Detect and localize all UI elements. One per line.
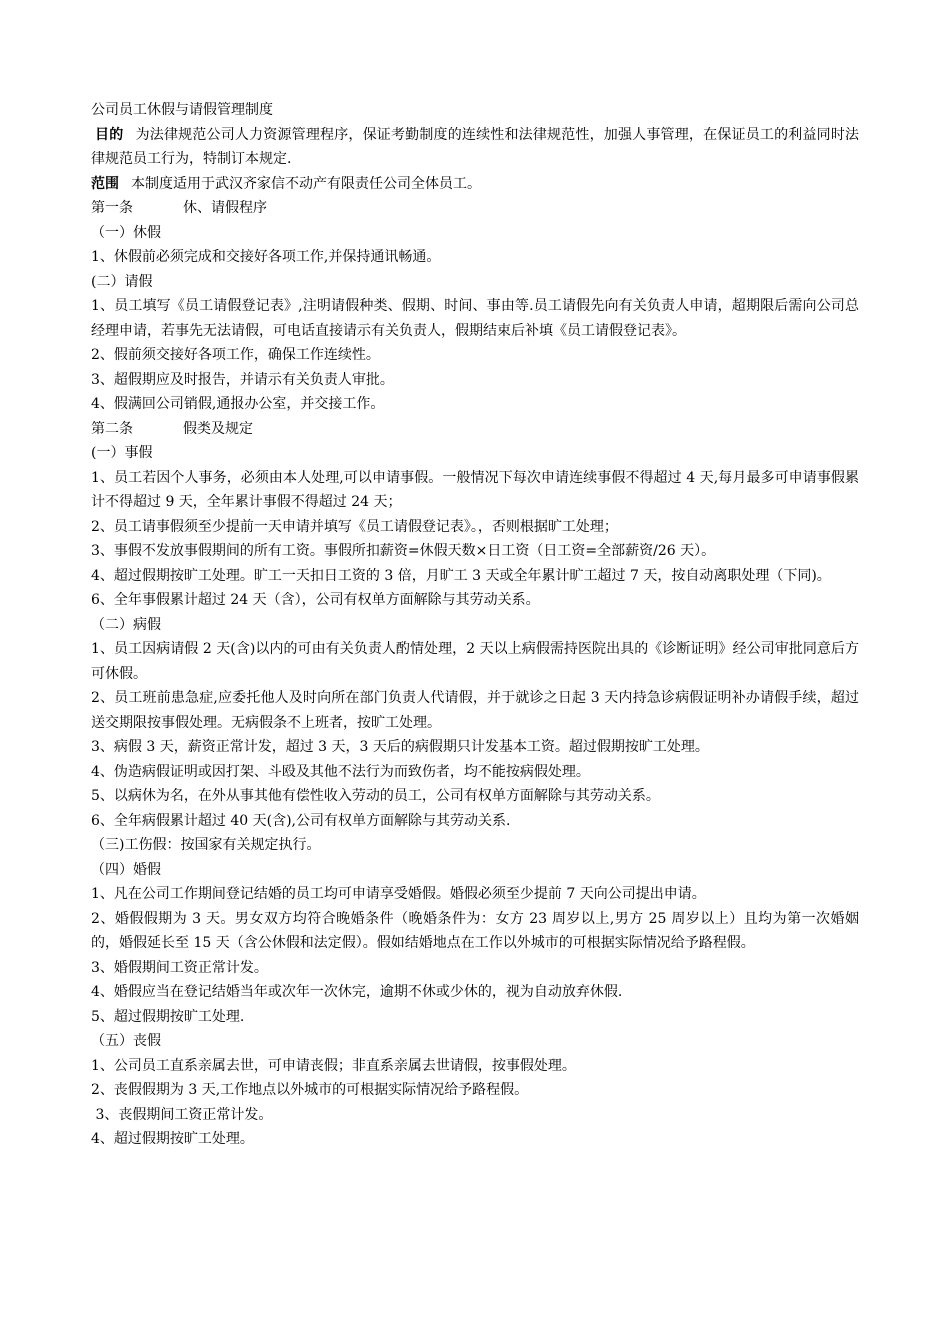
list-item: 3、婚假期间工资正常计发。 <box>91 959 268 976</box>
section-heading: (一）事假 <box>91 445 153 461</box>
article-1-heading <box>91 196 859 221</box>
document-page <box>91 98 859 1152</box>
article-2-label: 第二条 <box>91 420 133 437</box>
article-2-title: 假类及规定 <box>183 420 253 437</box>
section-heading: （三)工伤假：按国家有关规定执行。 <box>91 837 321 853</box>
section-heading: （五）丧假 <box>91 1033 161 1049</box>
section-heading: (二）请假 <box>91 273 153 290</box>
list-item: 3、病假 3 天，薪资正常计发，超过 3 天，3 天后的病假期只计发基本工资。超过假期按旷工处理。 <box>91 739 709 755</box>
list-item: 1、员工若因个人事务，必须由本人处理,可以申请事假。一般情况下每次申请连续事假不得超过 4 天,每月最多可申请事假累计不得超过 9 天，全年累计事假不得超过 24 天； <box>91 469 859 510</box>
list-item: 2、员工班前患急症,应委托他人及时向所在部门负责人代请假，并于就诊之日起 3 天内持急诊病假证明补办请假手续，超过送交期限按事假处理。无病假条不上班者，按旷工处理。 <box>91 690 859 731</box>
list-item: 4、超过假期按旷工处理。 <box>91 1131 254 1147</box>
article-2-heading <box>91 417 859 442</box>
scope-paragraph <box>91 172 859 197</box>
list-item: 4、伪造病假证明或因打架、斗殴及其他不法行为而致伤者，均不能按病假处理。 <box>91 763 590 780</box>
list-item: 1、员工因病请假 2 天(含)以内的可由有关负责人酌情处理，2 天以上病假需持医院出具的《诊断证明》经公司审批同意后方可休假。 <box>91 641 859 682</box>
list-item: 2、员工请事假须至少提前一天申请并填写《员工请假登记表》。，否则根据旷工处理； <box>91 518 618 535</box>
list-item: 2、丧假假期为 3 天,工作地点以外城市的可根据实际情况给予路程假。 <box>91 1082 529 1098</box>
list-item: 5、超过假期按旷工处理. <box>91 1008 245 1025</box>
purpose-label: 目的 <box>95 126 124 143</box>
article-1-label: 第一条 <box>91 200 133 216</box>
list-item: 6、全年事假累计超过 24 天（含），公司有权单方面解除与其劳动关系。 <box>91 592 540 608</box>
list-item: 2、婚假假期为 3 天。男女双方均符合晚婚条件（晚婚条件为：女方 23 周岁以上,男方 25 周岁以上）且均为第一次婚姻的，婚假延长至 15 天（含公休假和法定假）。假如结婚地点在工作以外城市的可根据实际情况给予路程假。 <box>91 910 859 951</box>
list-item: 4、超过假期按旷工处理。旷工一天扣日工资的 3 倍，月旷工 3 天或全年累计旷工超过 7 天，按自动离职处理（下同)。 <box>91 567 831 584</box>
purpose-paragraph <box>91 123 859 172</box>
scope-text: 本制度适用于武汉齐家信不动产有限责任公司全体员工。 <box>131 175 481 192</box>
list-item: 4、婚假应当在登记结婚当年或次年一次休完，逾期不休或少休的，视为自动放弃休假. <box>91 984 623 1000</box>
list-item: 3、事假不发放事假期间的所有工资。事假所扣薪资=休假天数×日工资（日工资=全部薪资/26 天）。 <box>91 543 716 559</box>
list-item: 3、丧假期间工资正常计发。 <box>91 1106 273 1123</box>
document-title: 公司员工休假与请假管理制度 <box>91 102 273 118</box>
purpose-text: 为法律规范公司人力资源管理程序，保证考勤制度的连续性和法律规范性，加强人事管理，在保证员工的利益同时法律规范员工行为，特制订本规定. <box>91 126 860 167</box>
list-item: 1、员工填写《员工请假登记表》,注明请假种类、假期、时间、事由等.员工请假先向有关负责人申请，超期限后需向公司总经理申请，若事先无法请假，可电话直接请示有关负责人，假期结束后补填《员工请假登记表》。 <box>91 298 859 339</box>
list-item: 1、公司员工直系亲属去世，可申请丧假；非直系亲属去世请假，按事假处理。 <box>91 1057 576 1074</box>
scope-label: 范围 <box>91 175 119 192</box>
list-item: 6、全年病假累计超过 40 天(含),公司有权单方面解除与其劳动关系. <box>91 812 511 829</box>
list-item: 4、假满回公司销假,通报办公室，并交接工作。 <box>91 396 385 412</box>
section-heading: （四）婚假 <box>91 861 161 878</box>
section-heading: （二）病假 <box>91 616 161 633</box>
section-heading: （一）休假 <box>91 224 161 241</box>
list-item: 1、休假前必须完成和交接好各项工作,并保持通讯畅通。 <box>91 249 441 265</box>
list-item: 2、假前须交接好各项工作，确保工作连续性。 <box>91 347 380 363</box>
list-item: 5、以病休为名，在外从事其他有偿性收入劳动的员工，公司有权单方面解除与其劳动关系。 <box>91 788 660 804</box>
list-item: 1、凡在公司工作期间登记结婚的员工均可申请享受婚假。婚假必须至少提前 7 天向公司提出申请。 <box>91 886 706 902</box>
article-1-title: 休、请假程序 <box>183 200 267 216</box>
list-item: 3、超假期应及时报告，并请示有关负责人审批。 <box>91 371 394 388</box>
